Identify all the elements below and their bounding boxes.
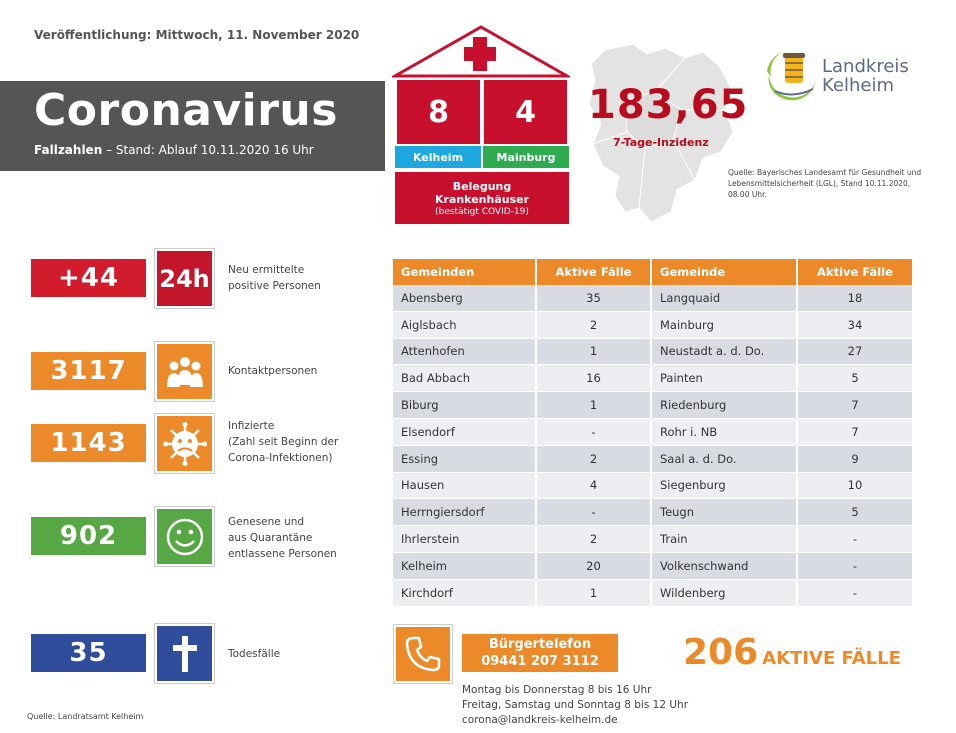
virus-icon-svg (163, 422, 207, 466)
active-cases-cell: 2 (537, 526, 652, 553)
table-row (393, 365, 914, 392)
municipality-cell: Neustadt a. d. Do. (652, 339, 798, 366)
publication-date: Veröffentlichung: Mittwoch, 11. November 2020 (34, 28, 360, 42)
logo-line2: Kelheim (822, 75, 894, 96)
municipality-cell: Ihrlerstein (393, 526, 537, 553)
contacts-value: 3117 (31, 352, 146, 390)
table-header-municipality-2: Gemeinde (652, 259, 798, 285)
municipality-cell: Bad Abbach (393, 365, 537, 392)
hotline-hours (462, 683, 688, 728)
infected-desc (228, 418, 338, 466)
active-cases-cell: - (537, 499, 652, 526)
table-row (393, 553, 914, 580)
deaths-desc: Todesfälle (228, 648, 281, 660)
hospital-occupancy-line3: (bestätigt COVID-19) (435, 207, 529, 217)
incidence-source: Quelle: Bayerisches Landesamt für Gesundheit und Lebensmittelsicherheit (LGL), Stand 10.11.2020, 08.00 Uhr. (728, 168, 922, 199)
active-cases-cell: 4 (537, 473, 652, 500)
table-row (393, 526, 914, 553)
infected-desc-line3: Corona-Infektionen) (228, 452, 333, 464)
table-row (393, 339, 914, 366)
municipality-cell: Siegenburg (652, 473, 798, 500)
active-cases-cell: - (537, 419, 652, 446)
people-icon-svg (166, 355, 204, 389)
municipality-cell: Hausen (393, 473, 537, 500)
municipality-cell: Herrngiersdorf (393, 499, 537, 526)
active-cases-label: AKTIVE FÄLLE (762, 648, 901, 669)
24h-icon (155, 249, 214, 308)
new-cases-value: +44 (31, 259, 146, 297)
hospital-kelheim-count: 8 (395, 78, 482, 146)
hotline-hours-weekend: Freitag, Samstag und Sonntag 8 bis 12 Uhr (462, 699, 689, 711)
table-row (393, 499, 914, 526)
hotline-box (462, 634, 618, 672)
municipality-cell: Aiglsbach (393, 312, 537, 339)
landkreis-logo-icon (765, 45, 819, 101)
contacts-desc: Kontaktpersonen (228, 365, 318, 377)
active-cases-cell: 27 (798, 339, 914, 366)
active-cases-cell: 7 (798, 392, 914, 419)
active-cases-cell: 1 (537, 339, 652, 366)
title-banner (0, 81, 385, 171)
active-cases-cell: 34 (798, 312, 914, 339)
table-row (393, 580, 914, 607)
active-cases-cell: 7 (798, 419, 914, 446)
active-cases-cell: 10 (798, 473, 914, 500)
table-row (393, 473, 914, 500)
hospital-kelheim-label: Kelheim (395, 146, 481, 168)
new-cases-desc-line2: positive Personen (228, 280, 321, 292)
municipality-cell: Wildenberg (652, 580, 798, 607)
infected-desc-line1: Infizierte (228, 420, 275, 432)
cross-icon (155, 624, 214, 683)
recovered-desc (228, 514, 337, 562)
table-header-active-2: Aktive Fälle (798, 259, 914, 285)
table-row (393, 285, 914, 312)
municipality-cell: Mainburg (652, 312, 798, 339)
active-cases-cell: 1 (537, 580, 652, 607)
active-cases-cell: 1 (537, 392, 652, 419)
hotline-hours-weekdays: Montag bis Donnerstag 8 bis 16 Uhr (462, 684, 652, 696)
municipality-cell: Rohr i. NB (652, 419, 798, 446)
active-cases-cell: 16 (537, 365, 652, 392)
hospital-occupancy-box (395, 172, 569, 224)
table-header-active-1: Aktive Fälle (537, 259, 652, 285)
active-cases-cell: - (798, 580, 914, 607)
table-row (393, 446, 914, 473)
deaths-value: 35 (31, 634, 146, 672)
municipality-cell: Abensberg (393, 285, 537, 312)
source-landratsamt: Quelle: Landratsamt Kelheim (27, 712, 144, 721)
landkreis-logo-text (822, 57, 909, 95)
smiley-icon (155, 507, 214, 566)
municipality-cell: Langquaid (652, 285, 798, 312)
recovered-value: 902 (31, 517, 146, 555)
active-cases-cell: - (798, 526, 914, 553)
page-subtitle (34, 143, 314, 157)
recovered-desc-line2: aus Quarantäne (228, 532, 313, 544)
logo-line1: Landkreis (822, 56, 909, 77)
new-cases-desc (228, 262, 321, 294)
municipality-cell: Essing (393, 446, 537, 473)
municipality-cell: Biburg (393, 392, 537, 419)
hospital-mainburg-count: 4 (482, 78, 569, 146)
phone-icon (394, 625, 452, 683)
active-cases-total (683, 632, 901, 673)
municipality-cell: Painten (652, 365, 798, 392)
hospital-occupancy-line1: Belegung (452, 180, 512, 193)
active-cases-cell: 2 (537, 446, 652, 473)
table-row (393, 392, 914, 419)
active-cases-cell: 20 (537, 553, 652, 580)
infected-desc-line2: (Zahl seit Beginn der (228, 436, 339, 448)
hospital-mainburg-label: Mainburg (483, 146, 569, 168)
subtitle-rest: – Stand: Ablauf 10.11.2020 16 Uhr (102, 143, 314, 157)
incidence-label: 7-Tage-Inzidenz (613, 136, 709, 149)
active-cases-cell: 9 (798, 446, 914, 473)
subtitle-bold: Fallzahlen (34, 143, 103, 157)
table-header-row (393, 259, 914, 285)
24h-icon-text: 24h (159, 264, 210, 293)
hospital-roof-icon (392, 24, 570, 80)
phone-icon-svg (404, 635, 442, 673)
municipality-cell: Teugn (652, 499, 798, 526)
recovered-desc-line3: entlassene Personen (228, 548, 337, 560)
table-header-municipality-1: Gemeinden (393, 259, 537, 285)
municipality-cell: Riedenburg (652, 392, 798, 419)
active-cases-cell: - (798, 553, 914, 580)
active-cases-cell: 2 (537, 312, 652, 339)
cross-icon-svg (170, 634, 200, 674)
active-cases-cell: 18 (798, 285, 914, 312)
new-cases-desc-line1: Neu ermittelte (228, 264, 305, 276)
table-body (393, 285, 914, 607)
district-map-icon (585, 40, 735, 225)
virus-icon (155, 414, 214, 473)
municipality-cell: Kelheim (393, 553, 537, 580)
active-cases-cell: 5 (798, 365, 914, 392)
people-icon (155, 342, 214, 401)
recovered-desc-line1: Genesene und (228, 516, 305, 528)
municipality-cell: Saal a. d. Do. (652, 446, 798, 473)
smiley-icon-svg (165, 517, 205, 557)
hotline-title: Bürgertelefon (488, 637, 592, 652)
active-cases-number: 206 (683, 632, 759, 673)
municipality-cell: Attenhofen (393, 339, 537, 366)
municipality-cell: Train (652, 526, 798, 553)
municipality-cell: Volkenschwand (652, 553, 798, 580)
incidence-value: 183,65 (588, 82, 749, 128)
municipality-cell: Kirchdorf (393, 580, 537, 607)
active-cases-cell: 5 (798, 499, 914, 526)
municipality-cell: Elsendorf (393, 419, 537, 446)
hospital-occupancy-line2: Krankenhäuser (434, 193, 530, 206)
active-cases-cell: 35 (537, 285, 652, 312)
hotline-number[interactable]: 09441 207 3112 (481, 654, 599, 669)
page-title: Coronavirus (34, 85, 338, 136)
table-row (393, 312, 914, 339)
municipalities-table (393, 259, 914, 607)
hotline-email[interactable]: corona@landkreis-kelheim.de (462, 714, 618, 726)
infected-value: 1143 (31, 424, 146, 462)
table-row (393, 419, 914, 446)
